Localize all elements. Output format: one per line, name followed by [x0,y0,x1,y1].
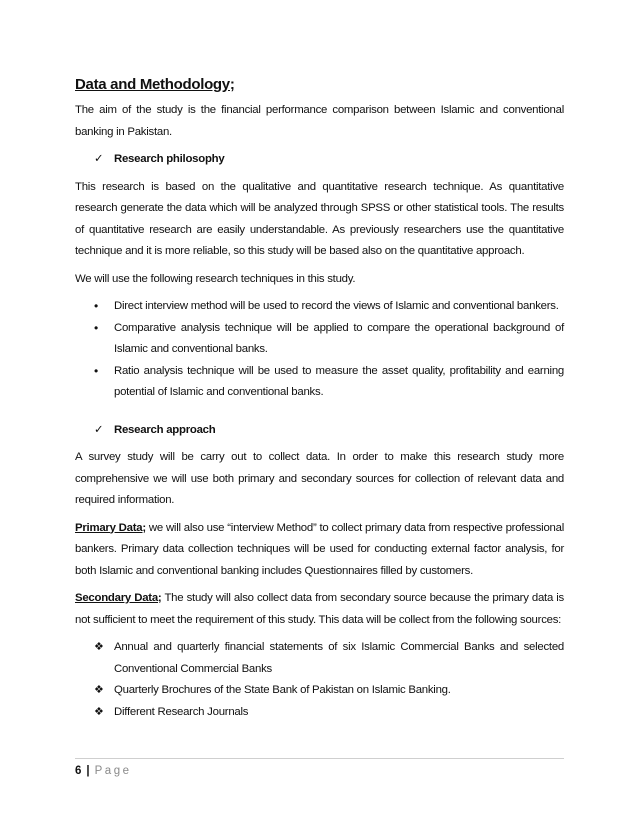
subheading-label: Research philosophy [114,153,225,165]
list-item [75,361,564,404]
subheading-research-approach [75,420,564,442]
checkmark-icon: ✓ [94,153,104,165]
approach-paragraph: A survey study will be carry out to collect data. In order to make this research study more comprehensive we will use both primary and secondary sources for collection of relevant data and required information. [75,451,564,506]
intro-paragraph: The aim of the study is the financial performance comparison between Islamic and conventional banking in Pakistan. [75,104,564,138]
spacer [75,412,564,420]
primary-data-paragraph [75,518,564,583]
section-heading: Data and Methodology; [75,76,235,93]
diamond-bullet-icon: ❖ [94,684,104,696]
list-item-text: Annual and quarterly financial statements of six Islamic Commercial Banks and selected Conventional Commercial Banks [114,641,564,675]
checkmark-icon: ✓ [94,423,104,436]
list-item-text: Quarterly Brochures of the State Bank of Pakistan on Islamic Banking. [114,684,451,696]
techniques-intro: We will use the following research techniques in this study. [75,272,356,285]
list-item [75,702,564,724]
techniques-list [75,296,564,404]
diamond-bullet-icon: ❖ [94,705,104,718]
page-number: 6 [75,765,82,777]
primary-data-text: we will also use “interview Method” to collect primary data from respective professional bankers. Primary data collection techniques will be used for conducting external factor analysis, for both Islamic and conventional banking includes Questionnaires filled by customers. [75,521,564,577]
list-item-text: Comparative analysis technique will be applied to compare the operational background of Islamic and conventional banks. [114,321,564,355]
list-item [75,680,564,702]
list-item-text: Ratio analysis technique will be used to measure the asset quality, profitability and earning potential of Islamic and conventional banks. [114,364,564,398]
page-footer [75,758,564,779]
list-item [75,296,564,318]
document-page [75,74,564,731]
list-item [75,318,564,361]
footer-separator: | [86,765,90,777]
list-item-text: Different Research Journals [114,705,249,718]
list-item-text: Direct interview method will be used to record the views of Islamic and conventional bankers. [114,300,559,312]
diamond-bullet-icon: ❖ [94,641,104,653]
list-item [75,637,564,680]
secondary-data-paragraph [75,588,564,631]
bullet-icon: • [94,363,98,378]
page-label: Page [94,765,132,777]
secondary-data-label: Secondary Data; [75,592,162,604]
primary-data-label: Primary Data; [75,521,146,534]
bullet-icon: • [94,320,98,335]
subheading-label: Research approach [114,423,216,436]
subheading-research-philosophy [75,149,564,171]
philosophy-paragraph: This research is based on the qualitative and quantitative research technique. As quantitative research generate the data which will be analyzed through SPSS or other statistical tools. The results of quantitative research are easily understandable. As previously researchers use the quantitative technique and it is more reliable, so this study will be based also on the quantitative approach. [75,180,564,257]
sources-list [75,637,564,723]
secondary-data-text: The study will also collect data from secondary source because the primary data is not sufficient to meet the requirement of this study. This data will be collect from the following sources: [75,592,564,626]
bullet-icon: • [94,299,98,313]
